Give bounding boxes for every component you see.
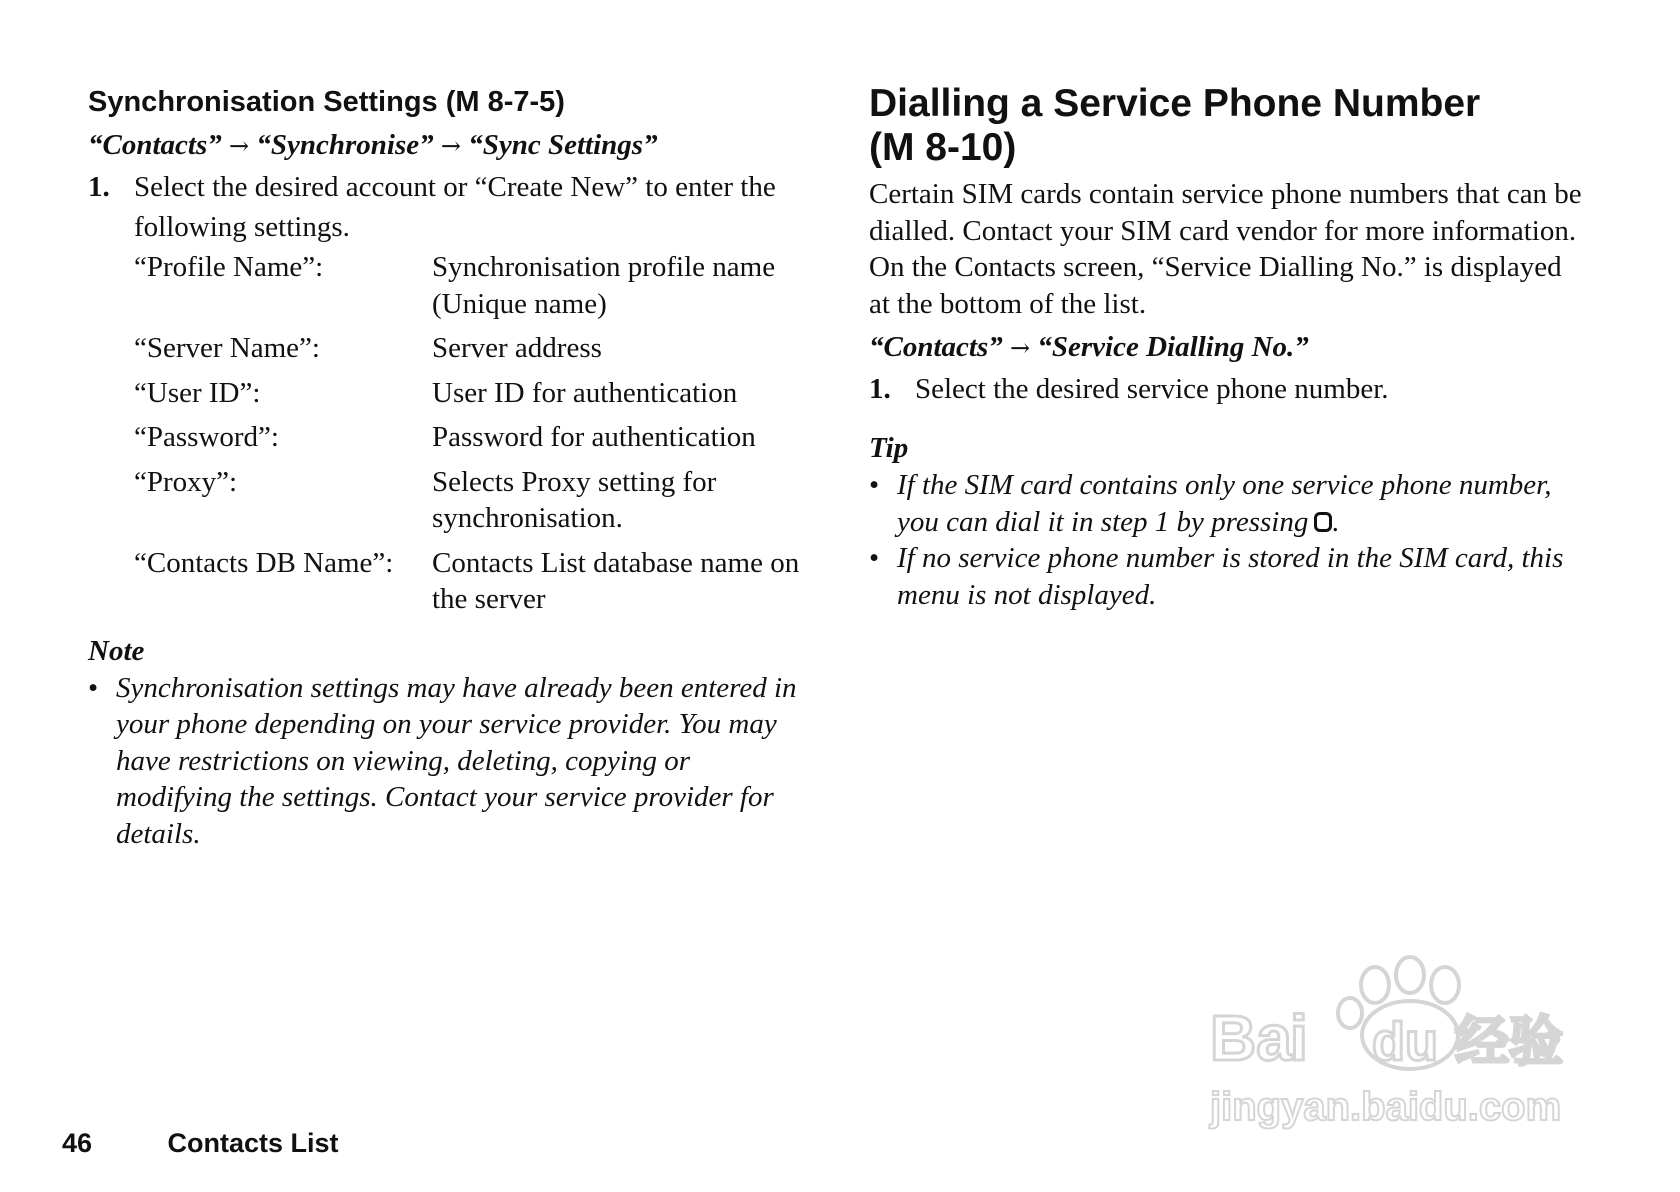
setting-value: Server address xyxy=(432,332,602,364)
setting-key: “Profile Name”: xyxy=(134,251,324,283)
setting-row xyxy=(134,249,800,322)
footer-section-title: Contacts List xyxy=(167,1128,339,1158)
arrow-icon: → xyxy=(440,132,461,160)
note-title: Note xyxy=(88,634,145,667)
heading-line-1: Dialling a Service Phone Number xyxy=(869,82,1481,125)
path-synchronise: “Synchronise” xyxy=(256,129,434,161)
page-number: 46 xyxy=(62,1128,93,1158)
setting-key: “Password”: xyxy=(134,421,279,453)
svg-text:Ba: Ba xyxy=(1210,1002,1292,1074)
tip-text-1: If the SIM card contains only one service phone number, you can dial it in step 1 by pressing xyxy=(897,469,1552,538)
heading-line-2: (M 8-10) xyxy=(869,126,1017,169)
tip-item xyxy=(869,467,1583,540)
menu-path xyxy=(869,328,1583,367)
tip-item xyxy=(869,540,1583,613)
right-column xyxy=(869,78,1583,613)
step-text: Select the desired account or “Create New” to enter the following settings. xyxy=(134,171,776,243)
tip-text-2: If no service phone number is stored in the SIM card, this menu is not displayed. xyxy=(897,542,1564,611)
intro-paragraph: Certain SIM cards contain service phone numbers that can be dialled. Contact your SIM card vendor for more information. On the Contacts screen, “Service Dialling No.” is displayed at the bottom of the list. xyxy=(869,178,1582,320)
section-heading-sync-settings: Synchronisation Settings (M 8-7-5) xyxy=(88,86,565,118)
setting-key: “Proxy”: xyxy=(134,465,238,498)
setting-value: Selects Proxy setting for synchronisation. xyxy=(432,465,717,534)
setting-key: “User ID”: xyxy=(134,376,261,409)
bullet-icon: • xyxy=(869,542,880,574)
setting-row xyxy=(134,419,800,456)
setting-row xyxy=(134,464,800,537)
setting-row xyxy=(134,330,800,367)
path-contacts: “Contacts” xyxy=(88,129,222,161)
path-sync-settings: “Sync Settings” xyxy=(468,129,658,161)
step-text: Select the desired service phone number. xyxy=(915,373,1389,405)
setting-key: “Contacts DB Name”: xyxy=(134,546,394,579)
bullet-icon: • xyxy=(869,469,880,501)
svg-text:经验: 经验 xyxy=(1455,1010,1563,1073)
tip-text-1-end: . xyxy=(1332,505,1340,538)
left-column xyxy=(88,78,800,852)
setting-key: “Server Name”: xyxy=(134,332,320,364)
step-number: 1. xyxy=(869,373,891,405)
page-footer xyxy=(62,1128,339,1159)
section-heading-service-dialling xyxy=(869,82,1583,170)
baidu-watermark-logo xyxy=(1200,955,1600,1135)
setting-row xyxy=(134,545,800,618)
step-number: 1. xyxy=(88,171,110,203)
tip-title: Tip xyxy=(869,432,909,464)
path-contacts: “Contacts” xyxy=(869,331,1003,363)
arrow-icon: → xyxy=(229,132,250,160)
setting-value: User ID for authentication xyxy=(432,376,738,409)
setting-value: Synchronisation profile name (Unique name) xyxy=(432,251,776,320)
setting-row xyxy=(134,375,800,412)
setting-value: Contacts List database name on the server xyxy=(432,546,800,615)
arrow-icon: → xyxy=(1010,334,1031,362)
path-service-dialling: “Service Dialling No.” xyxy=(1037,331,1309,363)
step-1 xyxy=(869,369,1583,409)
note-text: Synchronisation settings may have already been entered in your phone depending on your service provider. You may have restrictions on viewing, deleting, copying or modifying the settings. Contact your service provider for details. xyxy=(116,671,797,850)
note-item xyxy=(88,670,800,853)
settings-list xyxy=(134,249,800,618)
setting-value: Password for authentication xyxy=(432,421,756,453)
center-key-icon xyxy=(1314,512,1332,532)
svg-text:du: du xyxy=(1372,1012,1438,1072)
svg-text:i: i xyxy=(1290,1002,1308,1074)
menu-path xyxy=(88,126,800,165)
watermark-url: jingyan.baidu.com xyxy=(1210,1085,1562,1129)
step-1 xyxy=(88,167,800,247)
bullet-icon: • xyxy=(88,671,99,704)
